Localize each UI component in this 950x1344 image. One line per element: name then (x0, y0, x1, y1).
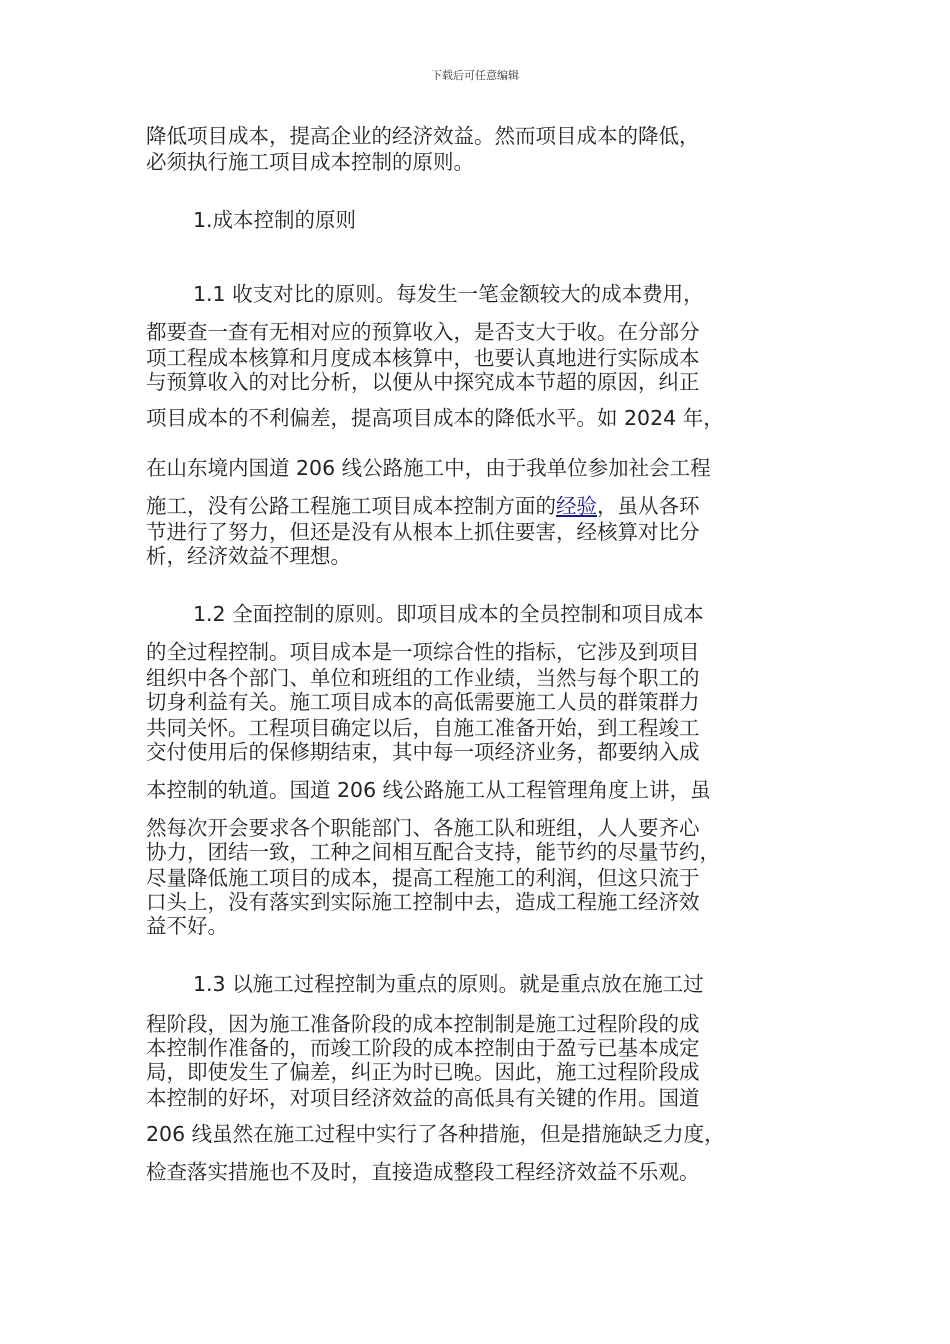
body-line: 然每次开会要求各个职能部门、各施工队和班组，人人要齐心 (146, 816, 700, 840)
section-heading: 1.成本控制的原则 (193, 208, 357, 232)
body-line: 本控制作准备的，而竣工阶段的成本控制由于盈亏已基本成定 (146, 1036, 700, 1060)
body-line: 降低项目成本，提高企业的经济效益。然而项目成本的降低， (146, 124, 700, 148)
body-line: 项目成本的不利偏差，提高项目成本的降低水平。如 2024 年， (146, 406, 724, 430)
body-line: 项工程成本核算和月度成本核算中，也要认真地进行实际成本 (146, 346, 700, 370)
body-line: 口头上，没有落实到实际施工控制中去，造成工程施工经济效 (146, 890, 700, 914)
subsection-heading-1-1: 1.1 收支对比的原则。每发生一笔金额较大的成本费用， (193, 282, 704, 306)
body-line: 本控制的轨道。国道 206 线公路施工从工程管理角度上讲，虽 (146, 778, 711, 802)
body-line: 益不好。 (146, 914, 228, 938)
body-line: 本控制的好坏，对项目经济效益的高低具有关键的作用。国道 (146, 1086, 700, 1110)
body-line: 程阶段，因为施工准备阶段的成本控制制是施工过程阶段的成 (146, 1012, 700, 1036)
body-line: 节进行了努力，但还是没有从根本上抓住要害，经核算对比分 (146, 520, 700, 544)
body-text: ，虽从各环 (597, 494, 700, 518)
body-line: 切身利益有关。施工项目成本的高低需要施工人员的群策群力 (146, 690, 700, 714)
body-line: 必须执行施工项目成本控制的原则。 (146, 150, 474, 174)
body-line: 在山东境内国道 206 线公路施工中，由于我单位参加社会工程 (146, 456, 711, 480)
body-line: 的全过程控制。项目成本是一项综合性的指标，它涉及到项目 (146, 640, 700, 664)
body-line-with-link (146, 494, 700, 518)
body-line: 尽量降低施工项目的成本，提高工程施工的利润，但这只流于 (146, 866, 700, 890)
experience-link[interactable]: 经验 (556, 494, 597, 518)
body-line: 交付使用后的保修期结束，其中每一项经济业务，都要纳入成 (146, 740, 700, 764)
body-text: 施工，没有公路工程施工项目成本控制方面的 (146, 494, 556, 518)
body-line: 都要查一查有无相对应的预算收入，是否支大于收。在分部分 (146, 320, 700, 344)
page-header-note: 下载后可任意编辑 (431, 69, 519, 82)
subsection-heading-1-3: 1.3 以施工过程控制为重点的原则。就是重点放在施工过 (193, 972, 704, 996)
body-line: 局，即使发生了偏差，纠正为时已晚。因此，施工过程阶段成 (146, 1060, 700, 1084)
body-line: 析，经济效益不理想。 (146, 544, 351, 568)
body-line: 协力，团结一致，工种之间相互配合支持，能节约的尽量节约， (146, 840, 720, 864)
body-line: 共同关怀。工程项目确定以后，自施工准备开始，到工程竣工 (146, 716, 700, 740)
body-line: 组织中各个部门、单位和班组的工作业绩，当然与每个职工的 (146, 666, 700, 690)
subsection-heading-1-2: 1.2 全面控制的原则。即项目成本的全员控制和项目成本 (193, 602, 704, 626)
body-line: 检查落实措施也不及时，直接造成整段工程经济效益不乐观。 (146, 1160, 700, 1184)
body-line: 206 线虽然在施工过程中实行了各种措施，但是措施缺乏力度， (146, 1122, 725, 1146)
body-line: 与预算收入的对比分析，以便从中探究成本节超的原因，纠正 (146, 370, 700, 394)
